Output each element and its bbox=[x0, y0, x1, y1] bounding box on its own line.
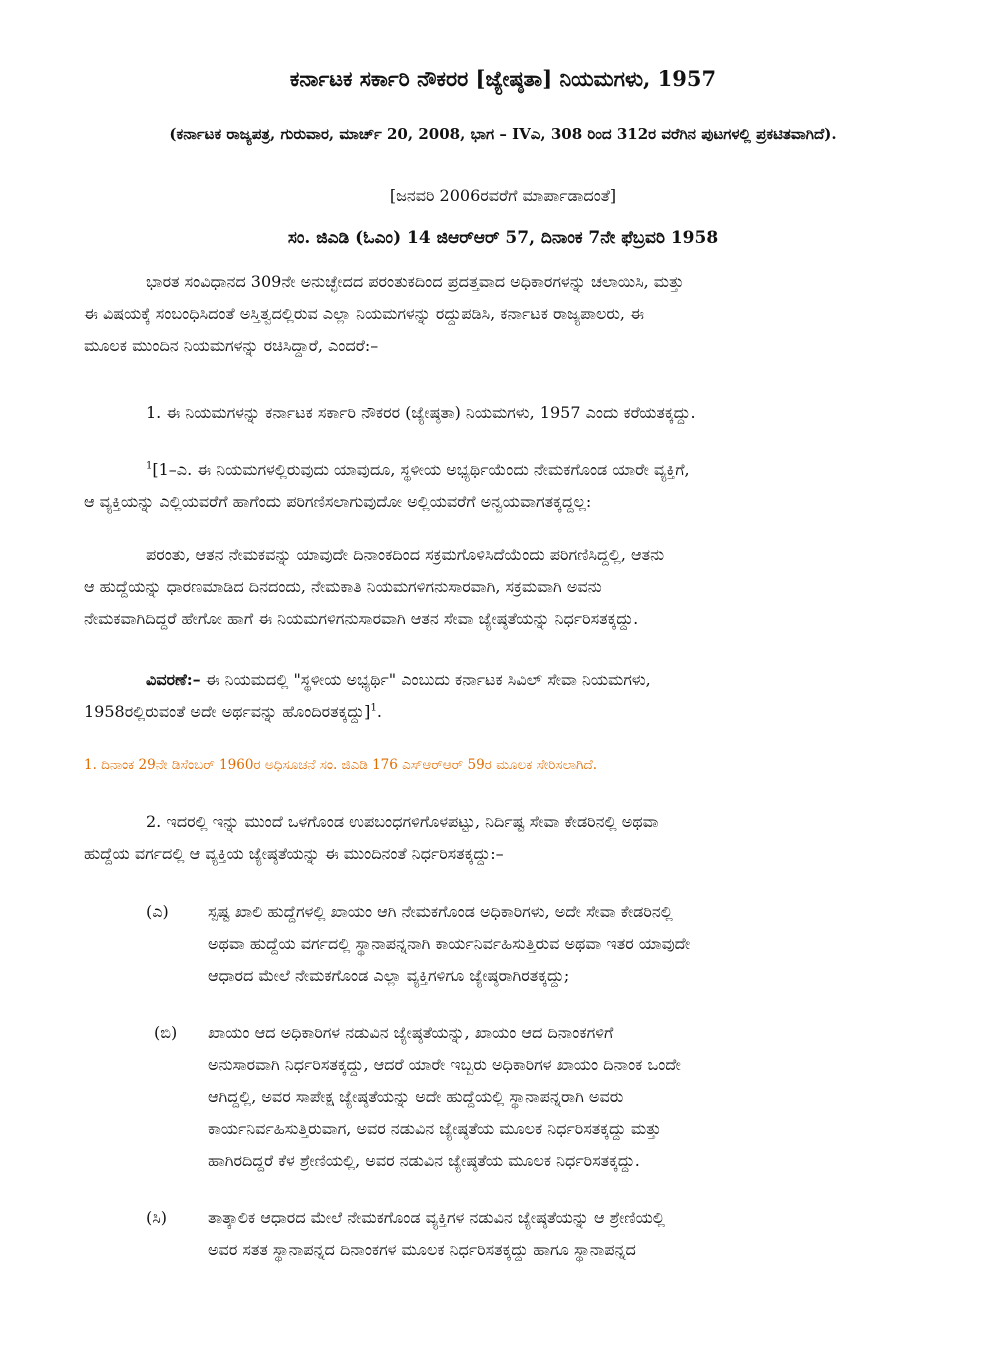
clause-line: ಆಧಾರದ ಮೇಲೆ ನೇಮಕಗೊಂಡ ಎಲ್ಲಾ ವ್ಯಕ್ತಿಗಳಿಗೂ ಜ್ಯೇಷ್ಠರಾಗಿರತಕ್ಕದ್ದು; bbox=[208, 966, 570, 985]
rule-1-text: 1. ಈ ನಿಯಮಗಳನ್ನು ಕರ್ನಾಟಕ ಸರ್ಕಾರಿ ನೌಕರರ (ಜ್ಯೇಷ್ಠತಾ) ನಿಯಮಗಳು, 1957 ಎಂದು ಕರೆಯತಕ್ಕದ್ದು. bbox=[146, 403, 696, 422]
proviso-line: ಪರಂತು, ಆತನ ನೇಮಕವನ್ನು ಯಾವುದೇ ದಿನಾಂಕದಿಂದ ಸಕ್ರಮಗೊಳಿಸಿದೆಯೆಂದು ಪರಿಗಣಿಸಿದ್ದಲ್ಲಿ, ಆತನು bbox=[146, 545, 665, 564]
rule-2-paragraph bbox=[84, 806, 884, 870]
clause-line: ಸ್ಪಷ್ಟ ಖಾಲಿ ಹುದ್ದೆಗಳಲ್ಲಿ ಖಾಯಂ ಆಗಿ ನೇಮಕಗೊಂಡ ಅಧಿಕಾರಿಗಳು, ಅದೇ ಸೇವಾ ಕೇಡರಿನಲ್ಲಿ bbox=[208, 902, 673, 921]
notification-number: ಸಂ. ಜಿಎಡಿ (ಓಎಂ) 14 ಜಿಆರ್‌ಆರ್ 57, ದಿನಾಂಕ 7ನೇ ಫೆಬ್ರವರಿ 1958 bbox=[287, 228, 719, 248]
explanation-label: ವಿವರಣೆ:– bbox=[146, 670, 201, 689]
gazette-reference: (ಕರ್ನಾಟಕ ರಾಜ್ಯಪತ್ರ, ಗುರುವಾರ, ಮಾರ್ಚ್ 20, 2008, ಭಾಗ – IVಎ, 308 ರಿಂದ 312ರ ವರೆಗಿನ ಪುಟಗಳಲ್ಲಿ ಪ್ರಕಟಿತವಾಗಿದೆ). bbox=[169, 125, 837, 143]
clause-body bbox=[208, 1017, 888, 1177]
clause-label: (ಬಿ) bbox=[154, 1023, 178, 1042]
explanation-line bbox=[84, 696, 884, 728]
footnote-marker: 1 bbox=[370, 702, 377, 714]
rule-2-line: 2. ಇದರಲ್ಲಿ ಇನ್ನು ಮುಂದೆ ಒಳಗೊಂಡ ಉಪಬಂಧಗಳಿಗೊಳಪಟ್ಟು, ನಿರ್ದಿಷ್ಟ ಸೇವಾ ಕೇಡರಿನಲ್ಲಿ ಅಥವಾ bbox=[146, 812, 659, 831]
rule-1a-line bbox=[84, 454, 884, 486]
document-title: ಕರ್ನಾಟಕ ಸರ್ಕಾರಿ ನೌಕರರ [ಜ್ಯೇಷ್ಠತಾ] ನಿಯಮಗಳು, 1957 bbox=[289, 66, 717, 91]
clause-label: (ಎ) bbox=[146, 902, 169, 921]
rule-1a-paragraph bbox=[84, 454, 884, 518]
amendment-note: [ಜನವರಿ 2006ರವರೆಗೆ ಮಾರ್ಪಾಡಾದಂತೆ] bbox=[389, 186, 617, 205]
clause-body bbox=[208, 896, 888, 992]
proviso-line: ನೇಮಕವಾಗಿದಿದ್ದರೆ ಹೇಗೋ ಹಾಗೆ ಈ ನಿಯಮಗಳಿಗನುಸಾರವಾಗಿ ಆತನ ಸೇವಾ ಜ್ಯೇಷ್ಠತೆಯನ್ನು ನಿರ್ಧರಿಸತಕ್ಕದ್ದು. bbox=[84, 609, 639, 628]
clause-line: ಅನುಸಾರವಾಗಿ ನಿರ್ಧರಿಸತಕ್ಕದ್ದು, ಆದರೆ ಯಾರೇ ಇಬ್ಬರು ಅಧಿಕಾರಿಗಳ ಖಾಯಂ ದಿನಾಂಕ ಒಂದೇ bbox=[208, 1055, 681, 1074]
explanation-line bbox=[84, 664, 884, 696]
rule-1a-text: [1–ಎ. ಈ ನಿಯಮಗಳಲ್ಲಿರುವುದು ಯಾವುದೂ, ಸ್ಥಳೀಯ ಅಭ್ಯರ್ಥಿಯೆಂದು ನೇಮಕಗೊಂಡ ಯಾರೇ ವ್ಯಕ್ತಿಗೆ, bbox=[152, 460, 690, 479]
clause-line: ಖಾಯಂ ಆದ ಅಧಿಕಾರಿಗಳ ನಡುವಿನ ಜ್ಯೇಷ್ಠತೆಯನ್ನು, ಖಾಯಂ ಆದ ದಿನಾಂಕಗಳಿಗೆ bbox=[208, 1023, 614, 1042]
footnote: 1. ದಿನಾಂಕ 29ನೇ ಡಿಸೆಂಬರ್ 1960ರ ಅಧಿಸೂಚನೆ ಸಂ. ಜಿಎಡಿ 176 ಎಸ್‌ಆರ್‌ಆರ್ 59ರ ಮೂಲಕ ಸೇರಿಸಲಾಗಿದೆ. bbox=[84, 757, 597, 773]
rule-2-line: ಹುದ್ದೆಯ ವರ್ಗದಲ್ಲಿ ಆ ವ್ಯಕ್ತಿಯ ಜ್ಯೇಷ್ಠತೆಯನ್ನು ಈ ಮುಂದಿನಂತೆ ನಿರ್ಧರಿಸತಕ್ಕದ್ದು:– bbox=[84, 844, 504, 863]
preamble-line: ಭಾರತ ಸಂವಿಧಾನದ 309ನೇ ಅನುಚ್ಛೇದದ ಪರಂತುಕದಿಂದ ಪ್ರದತ್ತವಾದ ಅಧಿಕಾರಗಳನ್ನು ಚಲಾಯಿಸಿ, ಮತ್ತು bbox=[146, 272, 684, 291]
clause-line: ಆಗಿದ್ದಲ್ಲಿ, ಅವರ ಸಾಪೇಕ್ಷ ಜ್ಯೇಷ್ಠತೆಯನ್ನು ಅದೇ ಹುದ್ದೆಯಲ್ಲಿ ಸ್ಥಾನಾಪನ್ನರಾಗಿ ಅವರು bbox=[208, 1087, 624, 1106]
clause-line: ಕಾರ್ಯನಿರ್ವಹಿಸುತ್ತಿರುವಾಗ, ಅವರ ನಡುವಿನ ಜ್ಯೇಷ್ಠತೆಯ ಮೂಲಕ ನಿರ್ಧರಿಸತಕ್ಕದ್ದು ಮತ್ತು bbox=[208, 1119, 662, 1138]
rule-1a-line: ಆ ವ್ಯಕ್ತಿಯನ್ನು ಎಲ್ಲಿಯವರೆಗೆ ಹಾಗೆಂದು ಪರಿಗಣಿಸಲಾಗುವುದೋ ಅಲ್ಲಿಯವರೆಗೆ ಅನ್ವಯವಾಗತಕ್ಕದ್ದಲ್ಲ: bbox=[84, 492, 592, 511]
clause-line: ಹಾಗಿರದಿದ್ದರೆ ಕೆಳ ಶ್ರೇಣಿಯಲ್ಲಿ, ಅವರ ನಡುವಿನ ಜ್ಯೇಷ್ಠತೆಯ ಮೂಲಕ ನಿರ್ಧರಿಸತಕ್ಕದ್ದು. bbox=[208, 1151, 640, 1170]
clause-line: ತಾತ್ಕಾಲಿಕ ಆಧಾರದ ಮೇಲೆ ನೇಮಕಗೊಂಡ ವ್ಯಕ್ತಿಗಳ ನಡುವಿನ ಜ್ಯೇಷ್ಠತೆಯನ್ನು ಆ ಶ್ರೇಣಿಯಲ್ಲಿ bbox=[208, 1208, 665, 1227]
proviso-paragraph bbox=[84, 539, 884, 635]
preamble-paragraph bbox=[84, 266, 884, 362]
proviso-line: ಆ ಹುದ್ದೆಯನ್ನು ಧಾರಣಮಾಡಿದ ದಿನದಂದು, ನೇಮಕಾತಿ ನಿಯಮಗಳಿಗನುಸಾರವಾಗಿ, ಸಕ್ರಮವಾಗಿ ಅವನು bbox=[84, 577, 602, 596]
clause-b bbox=[146, 1017, 906, 1177]
explanation-text: 1958ರಲ್ಲಿರುವಂತೆ ಅದೇ ಅರ್ಥವನ್ನು ಹೊಂದಿರತಕ್ಕದ್ದು] bbox=[84, 702, 371, 721]
clause-c bbox=[146, 1202, 906, 1266]
preamble-line: ಮೂಲಕ ಮುಂದಿನ ನಿಯಮಗಳನ್ನು ರಚಿಸಿದ್ದಾರೆ, ಎಂದರೆ:– bbox=[84, 336, 379, 355]
rule-1-paragraph bbox=[84, 397, 884, 429]
clause-a bbox=[146, 896, 906, 992]
explanation-end: . bbox=[376, 702, 382, 721]
clause-label: (ಸಿ) bbox=[146, 1208, 167, 1227]
clause-line: ಅವರ ಸತತ ಸ್ಥಾನಾಪನ್ನದ ದಿನಾಂಕಗಳ ಮೂಲಕ ನಿರ್ಧರಿಸತಕ್ಕದ್ದು ಹಾಗೂ ಸ್ಥಾನಾಪನ್ನದ bbox=[208, 1240, 636, 1259]
preamble-line: ಈ ವಿಷಯಕ್ಕೆ ಸಂಬಂಧಿಸಿದಂತೆ ಅಸ್ತಿತ್ವದಲ್ಲಿರುವ ಎಲ್ಲಾ ನಿಯಮಗಳನ್ನು ರದ್ದುಪಡಿಸಿ, ಕರ್ನಾಟಕ ರಾಜ್ಯಪಾಲರು, ಈ bbox=[84, 304, 644, 323]
explanation-paragraph bbox=[84, 664, 884, 728]
clause-body bbox=[208, 1202, 888, 1266]
explanation-text: ಈ ನಿಯಮದಲ್ಲಿ "ಸ್ಥಳೀಯ ಅಭ್ಯರ್ಥಿ" ಎಂಬುದು ಕರ್ನಾಟಕ ಸಿವಿಲ್ ಸೇವಾ ನಿಯಮಗಳು, bbox=[200, 670, 651, 689]
clause-line: ಅಥವಾ ಹುದ್ದೆಯ ವರ್ಗದಲ್ಲಿ ಸ್ಥಾನಾಪನ್ನನಾಗಿ ಕಾರ್ಯನಿರ್ವಹಿಸುತ್ತಿರುವ ಅಥವಾ ಇತರ ಯಾವುದೇ bbox=[208, 934, 691, 953]
footnote-marker: 1 bbox=[146, 460, 153, 472]
